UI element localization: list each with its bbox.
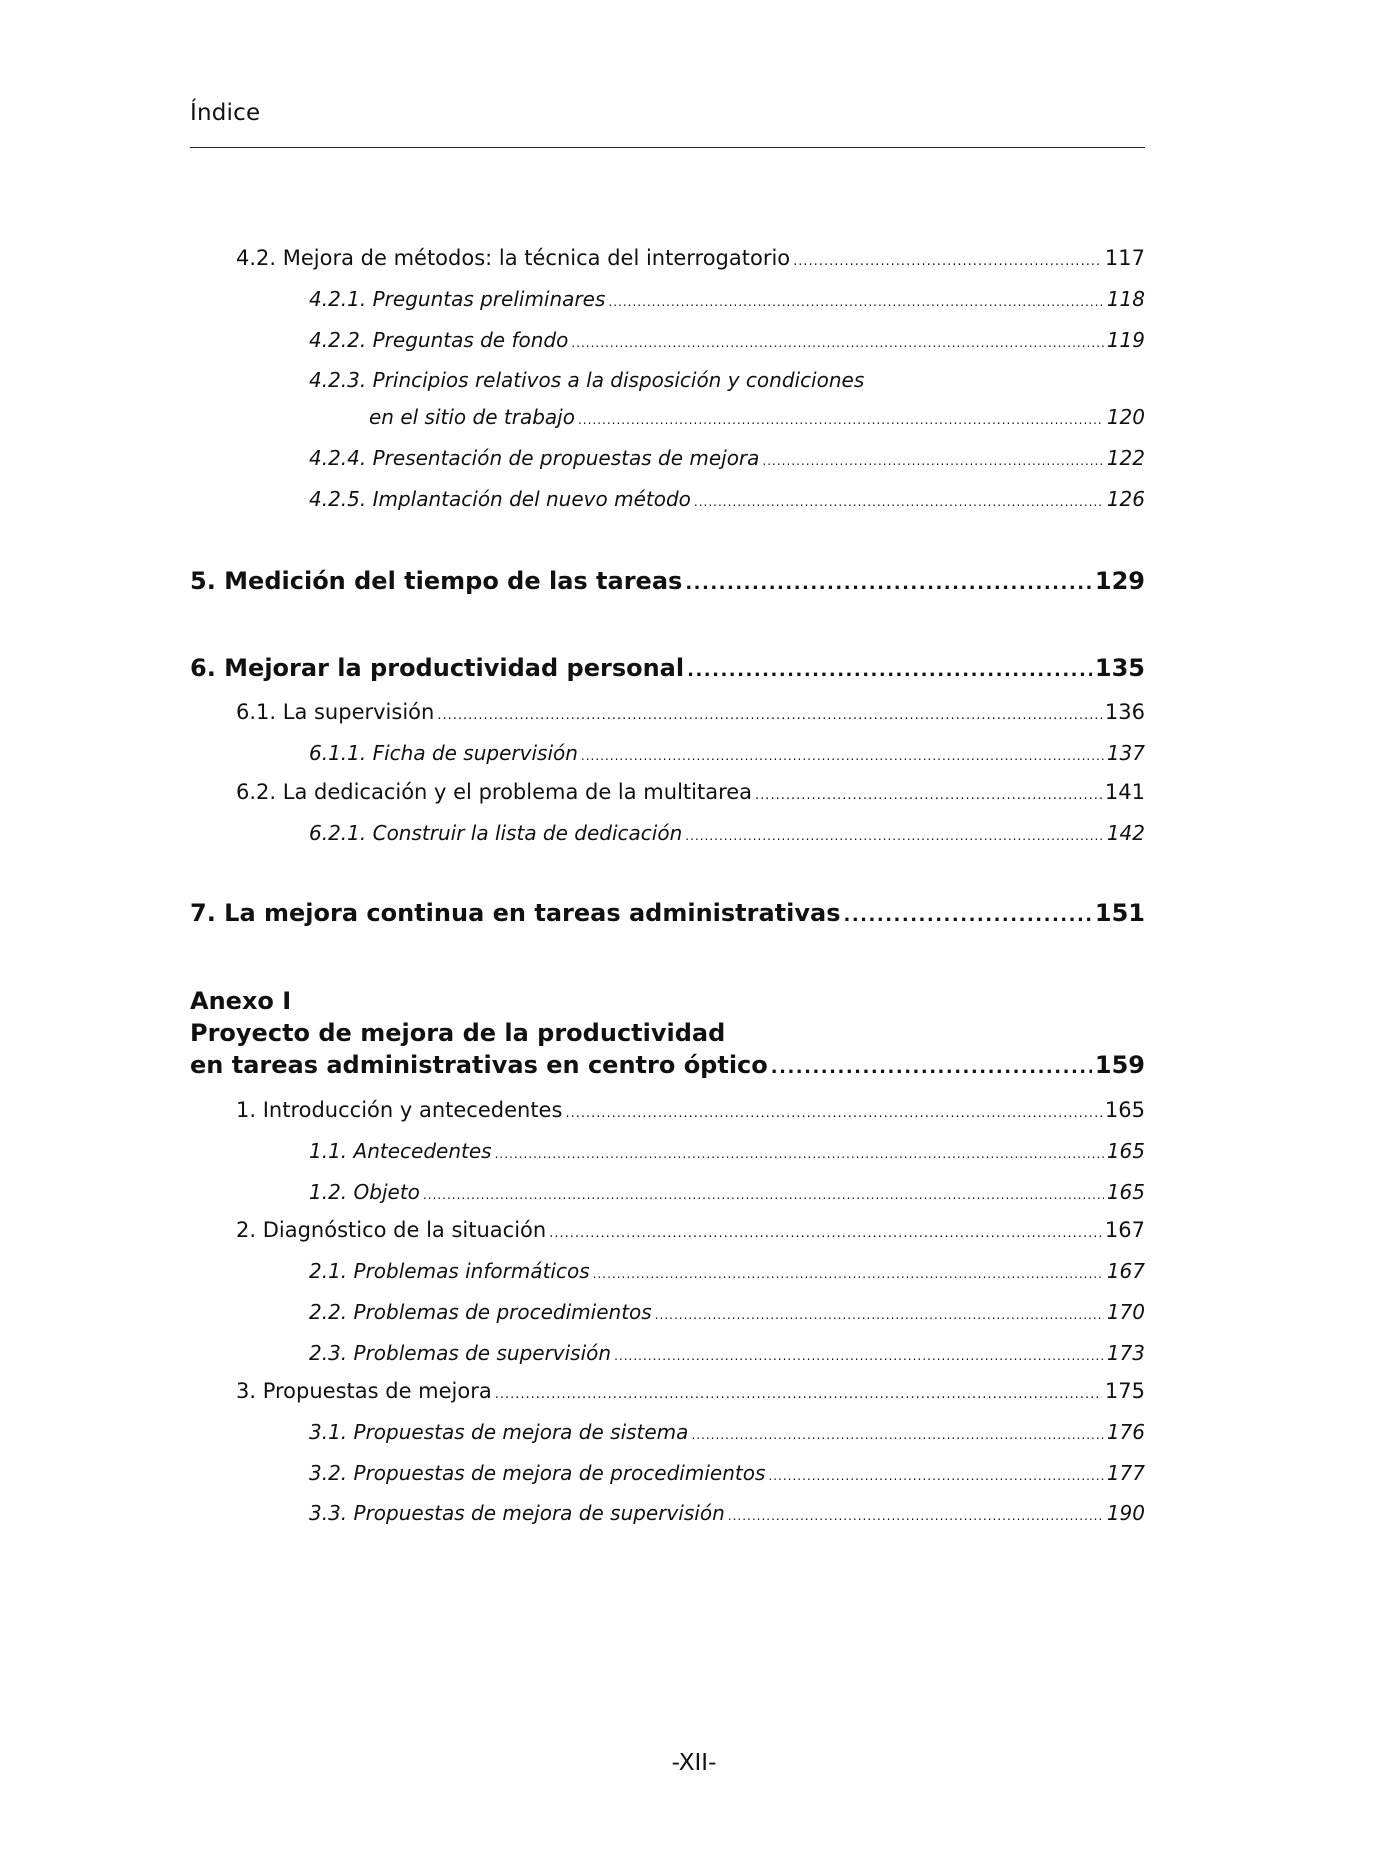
toc-entry-label: 4.2.2. Preguntas de fondo bbox=[309, 328, 569, 352]
toc-entry-label: 6.2. La dedicación y el problema de la multitarea bbox=[236, 780, 753, 804]
dot-leader bbox=[423, 1188, 1104, 1202]
dot-leader bbox=[762, 454, 1103, 468]
toc-page-number: 165 bbox=[1104, 1098, 1145, 1122]
toc-chapter-7[interactable] bbox=[190, 899, 1145, 927]
toc-annex-entry-1[interactable] bbox=[236, 1098, 1145, 1122]
dot-leader bbox=[571, 336, 1103, 350]
dot-leader bbox=[608, 295, 1103, 309]
dot-leader bbox=[694, 495, 1104, 509]
page-folio: -XII- bbox=[671, 1750, 717, 1776]
dot-leader bbox=[565, 1106, 1101, 1121]
toc-annex-entry-3[interactable] bbox=[236, 1379, 1145, 1403]
toc-entry-4-2-1[interactable] bbox=[309, 287, 1145, 311]
toc-entry-4-2-3[interactable] bbox=[369, 405, 1145, 429]
toc-entry-label: 3.2. Propuestas de mejora de procedimientos bbox=[309, 1461, 766, 1485]
toc-page-number: 167 bbox=[1104, 1218, 1145, 1242]
toc-annex[interactable] bbox=[190, 1051, 1145, 1079]
toc-page-number: 176 bbox=[1106, 1420, 1145, 1444]
toc-annex-entry-1-1[interactable] bbox=[309, 1139, 1145, 1163]
dot-leader bbox=[793, 254, 1102, 269]
toc-annex-entry-2[interactable] bbox=[236, 1218, 1145, 1242]
dot-leader bbox=[655, 1308, 1104, 1322]
toc-page-number: 122 bbox=[1106, 446, 1145, 470]
toc-page-number: 170 bbox=[1106, 1300, 1145, 1324]
dot-leader bbox=[685, 829, 1104, 843]
dot-leader bbox=[581, 749, 1104, 763]
toc-entry-6-1-1[interactable] bbox=[309, 741, 1145, 765]
dot-leader bbox=[755, 788, 1102, 803]
toc-chapter-label: 5. Medición del tiempo de las tareas bbox=[190, 567, 683, 595]
dot-leader bbox=[728, 1509, 1104, 1523]
toc-annex-title-line2: en tareas administrativas en centro óptico bbox=[190, 1051, 768, 1079]
dot-leader bbox=[614, 1349, 1104, 1363]
dot-leader bbox=[844, 905, 1092, 926]
dot-leader bbox=[437, 708, 1102, 723]
toc-entry-label: 6.2.1. Construir la lista de dedicación bbox=[309, 821, 683, 845]
toc-entry-4-2[interactable] bbox=[236, 246, 1145, 270]
toc-page-number: 117 bbox=[1104, 246, 1145, 270]
toc-entry-4-2-5[interactable] bbox=[309, 487, 1145, 511]
toc-page-number: 177 bbox=[1106, 1461, 1145, 1485]
toc-annex-entry-3-2[interactable] bbox=[309, 1461, 1145, 1485]
toc-page-number: 126 bbox=[1106, 487, 1145, 511]
toc-chapter-label: 6. Mejorar la productividad personal bbox=[190, 654, 685, 682]
toc-entry-label: 2. Diagnóstico de la situación bbox=[236, 1218, 547, 1242]
toc-annex-entry-3-1[interactable] bbox=[309, 1420, 1145, 1444]
toc-entry-label: 1.1. Antecedentes bbox=[309, 1139, 492, 1163]
toc-entry-label: 6.1. La supervisión bbox=[236, 700, 435, 724]
toc-page-number: 137 bbox=[1106, 741, 1145, 765]
toc-page-number: 173 bbox=[1106, 1341, 1145, 1365]
toc-entry-label: en el sitio de trabajo bbox=[369, 405, 575, 429]
toc-page-number: 165 bbox=[1106, 1139, 1145, 1163]
dot-leader bbox=[691, 1428, 1103, 1442]
dot-leader bbox=[771, 1057, 1092, 1078]
toc-chapter-6[interactable] bbox=[190, 654, 1145, 682]
dot-leader bbox=[578, 413, 1104, 427]
toc-entry-label: 3. Propuestas de mejora bbox=[236, 1379, 492, 1403]
toc-entry-label: 4.2. Mejora de métodos: la técnica del interrogatorio bbox=[236, 246, 791, 270]
dot-leader bbox=[687, 660, 1092, 681]
toc-page-number: 159 bbox=[1094, 1051, 1145, 1079]
toc-entry-6-2-1[interactable] bbox=[309, 821, 1145, 845]
toc-page-number: 135 bbox=[1094, 654, 1145, 682]
toc-annex-title-line1: Proyecto de mejora de la productividad bbox=[190, 1019, 726, 1047]
toc-entry-label: 1.2. Objeto bbox=[309, 1180, 420, 1204]
toc-page-number: 119 bbox=[1106, 328, 1145, 352]
dot-leader bbox=[685, 573, 1092, 594]
toc-annex-heading: Anexo I bbox=[190, 987, 292, 1015]
toc-page-number: 141 bbox=[1104, 780, 1145, 804]
toc-entry-label: 4.2.5. Implantación del nuevo método bbox=[309, 487, 691, 511]
toc-entry-6-2[interactable] bbox=[236, 780, 1145, 804]
toc-page-number: 120 bbox=[1106, 405, 1145, 429]
toc-entry-label: 4.2.4. Presentación de propuestas de mejora bbox=[309, 446, 760, 470]
toc-annex-entry-2-1[interactable] bbox=[309, 1259, 1145, 1283]
dot-leader bbox=[549, 1226, 1102, 1241]
toc-page-number: 175 bbox=[1104, 1379, 1145, 1403]
toc-entry-label: 3.1. Propuestas de mejora de sistema bbox=[309, 1420, 689, 1444]
running-head: Índice bbox=[190, 100, 261, 126]
toc-page-number: 129 bbox=[1094, 567, 1145, 595]
toc-annex-entry-1-2[interactable] bbox=[309, 1180, 1145, 1204]
toc-entry-4-2-3-line1: 4.2.3. Principios relativos a la disposición y condiciones bbox=[309, 368, 865, 392]
toc-entry-label: 6.1.1. Ficha de supervisión bbox=[309, 741, 578, 765]
toc-entry-4-2-4[interactable] bbox=[309, 446, 1145, 470]
toc-annex-entry-2-3[interactable] bbox=[309, 1341, 1145, 1365]
toc-annex-entry-2-2[interactable] bbox=[309, 1300, 1145, 1324]
toc-entry-label: 2.1. Problemas informáticos bbox=[309, 1259, 590, 1283]
toc-page-number: 167 bbox=[1106, 1259, 1145, 1283]
toc-entry-label: 2.3. Problemas de supervisión bbox=[309, 1341, 612, 1365]
dot-leader bbox=[593, 1267, 1104, 1281]
toc-chapter-5[interactable] bbox=[190, 567, 1145, 595]
toc-entry-4-2-2[interactable] bbox=[309, 328, 1145, 352]
dot-leader bbox=[495, 1387, 1102, 1402]
toc-entry-label: 2.2. Problemas de procedimientos bbox=[309, 1300, 652, 1324]
dot-leader bbox=[495, 1147, 1104, 1161]
toc-page-number: 136 bbox=[1104, 700, 1145, 724]
toc-page-number: 151 bbox=[1094, 899, 1145, 927]
toc-page-number: 142 bbox=[1106, 821, 1145, 845]
dot-leader bbox=[768, 1469, 1103, 1483]
toc-page-number: 190 bbox=[1106, 1501, 1145, 1525]
toc-chapter-label: 7. La mejora continua en tareas administrativas bbox=[190, 899, 841, 927]
toc-page-number: 118 bbox=[1106, 287, 1145, 311]
toc-page-number: 165 bbox=[1106, 1180, 1145, 1204]
toc-entry-label: 3.3. Propuestas de mejora de supervisión bbox=[309, 1501, 725, 1525]
toc-entry-label: 4.2.1. Preguntas preliminares bbox=[309, 287, 606, 311]
toc-entry-6-1[interactable] bbox=[236, 700, 1145, 724]
toc-entry-label: 1. Introducción y antecedentes bbox=[236, 1098, 563, 1122]
toc-annex-entry-3-3[interactable] bbox=[309, 1501, 1145, 1525]
